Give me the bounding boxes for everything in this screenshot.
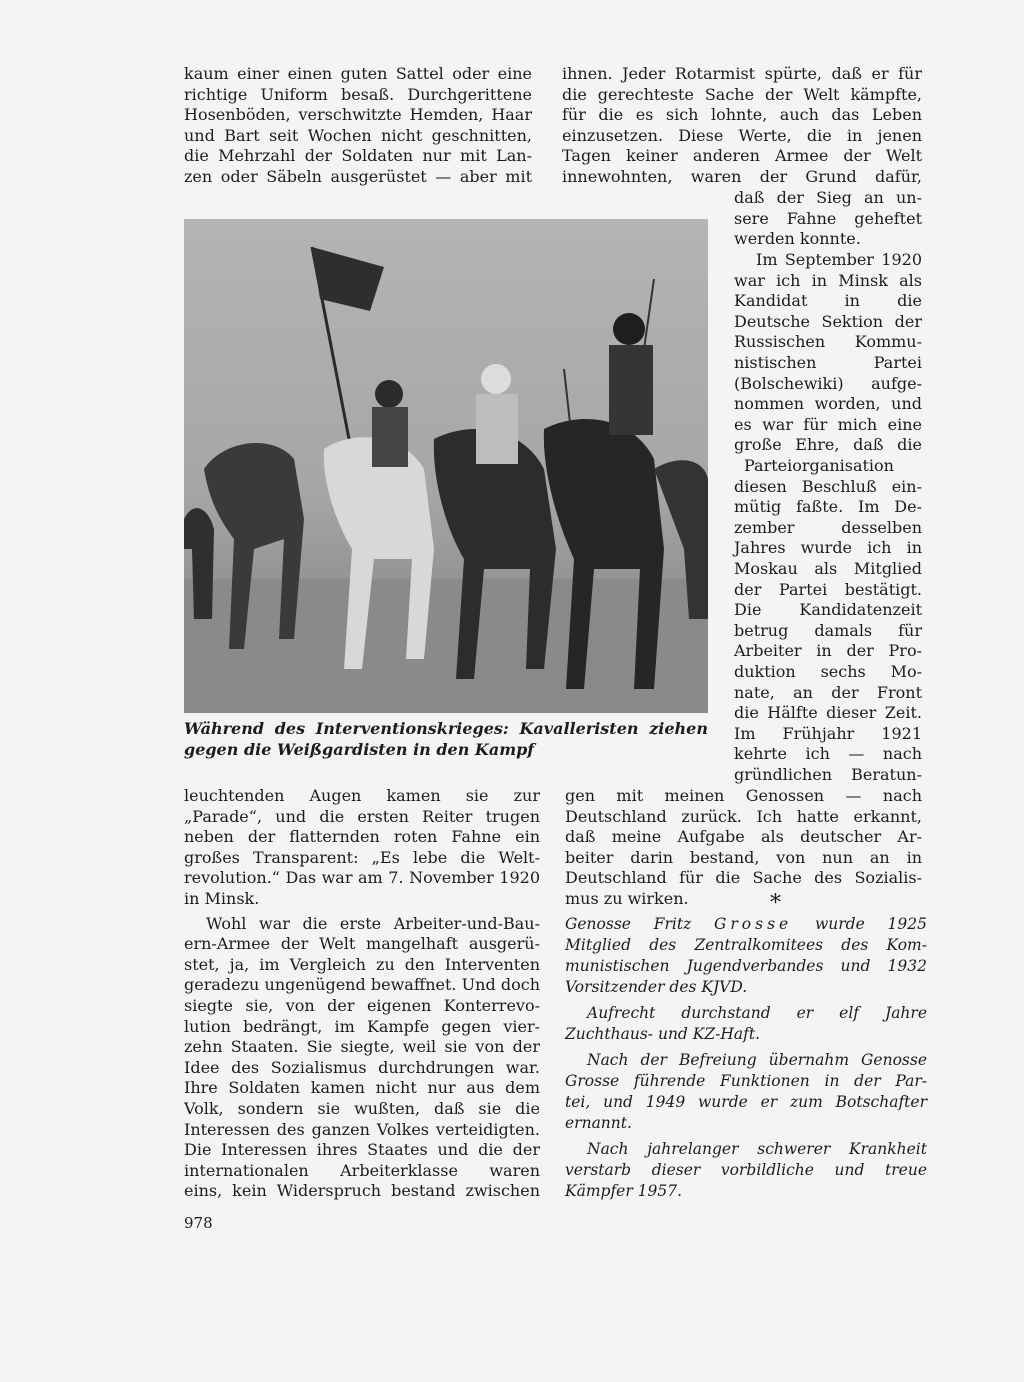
text-line: werden konnte. [734, 229, 861, 249]
text-line: ern-Armee der Welt mangelhaft ausgerü- [184, 934, 540, 954]
text-line: Die Kandidatenzeit [734, 600, 922, 620]
text-line: und Bart seit Wochen nicht geschnitten, [184, 125, 532, 145]
text-line: nate, an der Front [734, 682, 922, 702]
text-line: Im September 1920 [756, 250, 922, 269]
text-line: betrug damals für [734, 620, 922, 640]
left-lower-paragraph-2 [184, 914, 540, 1202]
text-line: eins, kein Widerspruch bestand zwischen [184, 1181, 540, 1201]
text-line: Zuchthaus- und KZ-Haft. [565, 1025, 761, 1043]
text-line: großes Transparent: „Es lebe die Welt- [184, 847, 540, 867]
text-line: Tagen keiner anderen Armee der Welt [562, 146, 922, 166]
text-line: zehn Staaten. Sie siegte, weil sie von der [184, 1037, 540, 1057]
text-line: Idee des Sozialismus durchdrungen war. [184, 1057, 540, 1077]
text-line: nistischen Partei [734, 352, 922, 372]
right-narrow-column-c [734, 456, 922, 786]
right-upper-column [562, 64, 922, 188]
top-left-column [184, 64, 532, 188]
text-line: es war für mich eine [734, 414, 922, 434]
right-narrow-column-a [734, 188, 922, 250]
text-line: für die es sich lohnte, auch das Leben [562, 105, 922, 125]
bio-paragraph-2 [565, 1003, 927, 1045]
text-line: daß der Sieg an un- [734, 188, 922, 207]
text-line: Jahres wurde ich in [734, 538, 922, 558]
text-line: siegte sie, von der eigenen Konterrevo- [184, 995, 540, 1015]
text-line: Interessen des ganzen Volkes verteidigten. [184, 1119, 540, 1139]
section-separator: * [770, 891, 781, 916]
text-line: Nach jahrelanger schwerer Krankheit [587, 1140, 927, 1158]
text-line: gen mit meinen Genossen — nach [565, 786, 922, 805]
text-line: Arbeiter in der Pro- [734, 641, 922, 661]
left-lower-column [184, 786, 540, 1202]
text-line: verstarb dieser vorbildliche und treue [565, 1161, 927, 1179]
text-line: kehrte ich — nach [734, 744, 922, 764]
text-line: Aufrecht durchstand er elf Jahre [587, 1004, 927, 1022]
cavalry-photo-illustration [184, 219, 708, 713]
text-line: Deutschland für die Sache des Sozialis- [565, 868, 922, 888]
text-line: ernannt. [565, 1114, 632, 1132]
text-line: daß meine Aufgabe als deutscher Ar- [565, 827, 922, 847]
text-line: zen oder Säbeln ausgerüstet — aber mit [184, 166, 532, 186]
text-line: nommen worden, und [734, 394, 922, 414]
text-line: ihnen. Jeder Rotarmist spürte, daß er für [562, 64, 922, 83]
text-line: Vorsitzender des KJVD. [565, 978, 748, 996]
photo-caption [184, 718, 708, 760]
name-spaced: Grosse [714, 915, 793, 933]
text-line: die Mehrzahl der Soldaten nur mit Lan- [184, 146, 532, 166]
text-line: der Partei bestätigt. [734, 579, 922, 599]
text-line: richtige Uniform besaß. Durchgerittene [184, 84, 532, 104]
biography-note [565, 914, 927, 1207]
text-line: diesen Beschluß ein- [734, 476, 922, 496]
right-lower-paragraph [565, 786, 922, 910]
text-line: lution bedrängt, im Kampfe gegen vier- [184, 1016, 540, 1036]
cavalry-photograph [184, 219, 708, 713]
text-line: geradezu ungenügend bewaffnet. Und doch [184, 975, 540, 995]
text-line: zember desselben [734, 517, 922, 537]
text-line: revolution.“ Das war am 7. November 1920 [184, 868, 540, 888]
text-line: munistischen Jugendverbandes und 1932 [565, 957, 927, 975]
bio-paragraph-1 [565, 914, 927, 998]
text-line: sere Fahne geheftet [734, 208, 922, 228]
text-line: beiter darin bestand, von nun an in [565, 847, 922, 867]
text-line: Parteiorganisation [744, 456, 894, 475]
text-line: Ihre Soldaten kamen nicht nur aus dem [184, 1078, 540, 1098]
text-line: in Minsk. [184, 888, 260, 908]
text-line: Hosenböden, verschwitzte Hemden, Haar [184, 105, 532, 125]
text-line: Kämpfer 1957. [565, 1182, 683, 1200]
bio-paragraph-3 [565, 1050, 927, 1134]
text-line: Deutschland zurück. Ich hatte erkannt, [565, 806, 922, 826]
text-line: leuchtenden Augen kamen sie zur [184, 786, 540, 805]
text-line: die gerechteste Sache der Welt kämpfte, [562, 84, 922, 104]
text-line: einzusetzen. Diese Werte, die in jenen [562, 125, 922, 145]
text-line: gründlichen Beratun- [734, 764, 922, 784]
text-line: war ich in Minsk als [734, 270, 922, 290]
right-narrow-column-b [734, 250, 922, 456]
text-line: stet, ja, im Vergleich zu den Interventen [184, 954, 540, 974]
text-line: duktion sechs Mo- [734, 661, 922, 681]
text-line: neben der flatternden roten Fahne ein [184, 827, 540, 847]
text-line: Mitglied des Zentralkomitees des Kom- [565, 936, 927, 954]
text-line: kaum einer einen guten Sattel oder eine [184, 64, 532, 83]
text-line: Russischen Kommu- [734, 332, 922, 352]
text-line: die Hälfte dieser Zeit. [734, 703, 922, 723]
caption-line-1: Während des Interventionskrieges: Kavalleristen ziehen [184, 719, 708, 738]
text-line: große Ehre, daß die [734, 435, 922, 455]
text-line: internationalen Arbeiterklasse waren [184, 1160, 540, 1180]
top-left-paragraph [184, 64, 532, 188]
text-line: Moskau als Mitglied [734, 558, 922, 578]
text-line: Grosse führende Funktionen in der Par- [565, 1072, 927, 1090]
text-line: mus zu wirken. [565, 888, 689, 908]
bio-paragraph-4 [565, 1139, 927, 1202]
text-line: mütig faßte. Im De- [734, 497, 922, 517]
text-line: (Bolschewiki) aufge- [734, 373, 922, 393]
page-number: 978 [184, 1214, 213, 1232]
text-line: Volk, sondern sie wußten, daß sie die [184, 1098, 540, 1118]
text-line: Die Interessen ihres Staates und die der [184, 1140, 540, 1160]
text-line: innewohnten, waren der Grund dafür, [562, 166, 922, 186]
right-lower-column [565, 786, 922, 910]
right-upper-paragraph [562, 64, 922, 188]
text-line: Im Frühjahr 1921 [734, 723, 922, 743]
bio-line-first: Genosse Fritz Grosse wurde 1925 [565, 915, 927, 933]
text-line: Nach der Befreiung übernahm Genosse [587, 1051, 927, 1069]
text-line: Wohl war die erste Arbeiter-und-Bau- [206, 913, 540, 933]
text-line: Deutsche Sektion der [734, 311, 922, 331]
text-line: tei, und 1949 wurde er zum Botschafter [565, 1093, 927, 1111]
caption-line-2: gegen die Weißgardisten in den Kampf [184, 740, 535, 759]
left-lower-paragraph-1 [184, 786, 540, 910]
right-narrow-paragraph-c [734, 456, 922, 786]
text-line: Kandidat in die [734, 291, 922, 311]
right-narrow-paragraph-a [734, 188, 922, 250]
right-narrow-paragraph-b [734, 250, 922, 456]
text-line: „Parade“, und die ersten Reiter trugen [184, 806, 540, 826]
